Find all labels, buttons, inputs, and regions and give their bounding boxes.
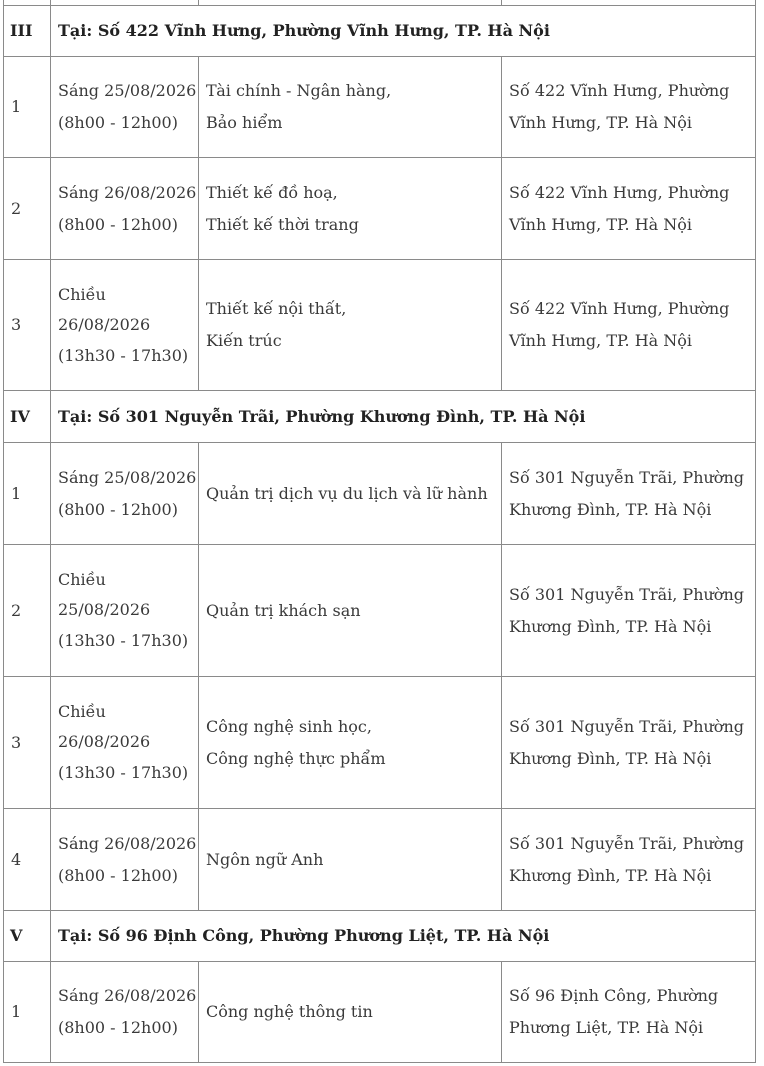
major-line: Ngôn ngữ Anh [206,849,324,869]
place-cell [502,545,756,677]
section-header-row [4,6,756,57]
major-line: Quản trị khách sạn [206,600,361,620]
row-number: 2 [4,545,51,677]
major-cell [199,677,502,809]
table-row [4,545,756,677]
time-line: Sáng 26/08/2026 [58,833,197,853]
time-line: (13h30 - 17h30) [58,763,189,782]
major-cell [199,545,502,677]
section-title: Tại: Số 96 Định Công, Phường Phương Liệt, TP. Hà Nội [51,911,756,962]
major-cell [199,158,502,260]
time-line: (8h00 - 12h00) [58,113,178,132]
place-cell [502,57,756,158]
time-line: Sáng 25/08/2026 [58,467,197,487]
time-line: (8h00 - 12h00) [58,499,178,519]
time-line: Sáng 26/08/2026 [58,182,197,202]
table-row [4,57,756,158]
table-row [4,962,756,1063]
row-number: 2 [4,158,51,260]
table-row [4,260,756,391]
place-line: Khương Đình, TP. Hà Nội [509,865,712,885]
time-line: 26/08/2026 [58,314,151,334]
time-cell [51,677,199,809]
time-cell [51,260,199,391]
place-line: Số 301 Nguyễn Trãi, Phường [509,833,744,853]
place-line: Vĩnh Hưng, TP. Hà Nội [509,331,693,350]
time-line: Chiều [58,570,106,589]
time-cell [51,158,199,260]
place-line: Số 422 Vĩnh Hưng, Phường [509,81,730,100]
major-line: Thiết kế nội thất, [206,299,347,318]
place-cell [502,158,756,260]
place-line: Vĩnh Hưng, TP. Hà Nội [509,214,693,234]
time-cell [51,57,199,158]
section-header-row [4,911,756,962]
major-line: Thiết kế đồ hoạ, [206,182,338,202]
major-line: Công nghệ thông tin [206,1002,373,1021]
time-line: (8h00 - 12h00) [58,865,178,885]
place-cell [502,260,756,391]
row-number: 3 [4,677,51,809]
section-title: Tại: Số 301 Nguyễn Trãi, Phường Khương Đình, TP. Hà Nội [51,391,756,443]
major-line: Quản trị dịch vụ du lịch và lữ hành [206,483,488,503]
place-line: Phương Liệt, TP. Hà Nội [509,1018,704,1037]
time-line: Chiều [58,284,106,304]
place-line: Số 301 Nguyễn Trãi, Phường [509,467,744,487]
time-cell [51,443,199,545]
row-number: 4 [4,809,51,911]
major-cell [199,809,502,911]
place-line: Số 422 Vĩnh Hưng, Phường [509,299,730,318]
table-row [4,677,756,809]
major-cell [199,443,502,545]
place-line: Vĩnh Hưng, TP. Hà Nội [509,113,693,132]
time-line: 26/08/2026 [58,732,151,751]
time-line: (8h00 - 12h00) [58,214,178,234]
major-cell [199,57,502,158]
time-line: Sáng 26/08/2026 [58,986,197,1005]
place-cell [502,677,756,809]
place-line: Khương Đình, TP. Hà Nội [509,748,712,768]
schedule-table [3,0,756,1063]
section-title: Tại: Số 422 Vĩnh Hưng, Phường Vĩnh Hưng, TP. Hà Nội [51,6,756,57]
time-cell [51,545,199,677]
row-number: 1 [4,962,51,1063]
major-line: Thiết kế thời trang [206,214,359,234]
place-line: Khương Đình, TP. Hà Nội [509,499,712,519]
time-line: Sáng 25/08/2026 [58,81,197,100]
row-number: 1 [4,443,51,545]
place-cell [502,962,756,1063]
place-line: Số 422 Vĩnh Hưng, Phường [509,182,730,202]
place-line: Số 301 Nguyễn Trãi, Phường [509,584,744,604]
section-number: III [4,6,51,57]
place-line: Khương Đình, TP. Hà Nội [509,616,712,636]
major-line: Bảo hiểm [206,113,283,132]
table-row [4,809,756,911]
major-cell [199,962,502,1063]
row-number: 1 [4,57,51,158]
time-line: (13h30 - 17h30) [58,631,189,650]
major-line: Kiến trúc [206,331,282,350]
time-line: 25/08/2026 [58,600,151,619]
time-line: (13h30 - 17h30) [58,345,189,365]
major-line: Tài chính - Ngân hàng, [206,81,392,100]
table-row [4,443,756,545]
row-number: 3 [4,260,51,391]
section-header-row [4,391,756,443]
time-cell [51,962,199,1063]
place-line: Số 301 Nguyễn Trãi, Phường [509,716,744,736]
place-cell [502,443,756,545]
section-number: IV [4,391,51,443]
time-line: (8h00 - 12h00) [58,1018,178,1037]
time-cell [51,809,199,911]
place-cell [502,809,756,911]
major-line: Công nghệ sinh học, [206,716,372,736]
major-line: Công nghệ thực phẩm [206,748,386,768]
time-line: Chiều [58,702,106,721]
section-number: V [4,911,51,962]
place-line: Số 96 Định Công, Phường [509,986,719,1005]
major-cell [199,260,502,391]
table-row [4,158,756,260]
